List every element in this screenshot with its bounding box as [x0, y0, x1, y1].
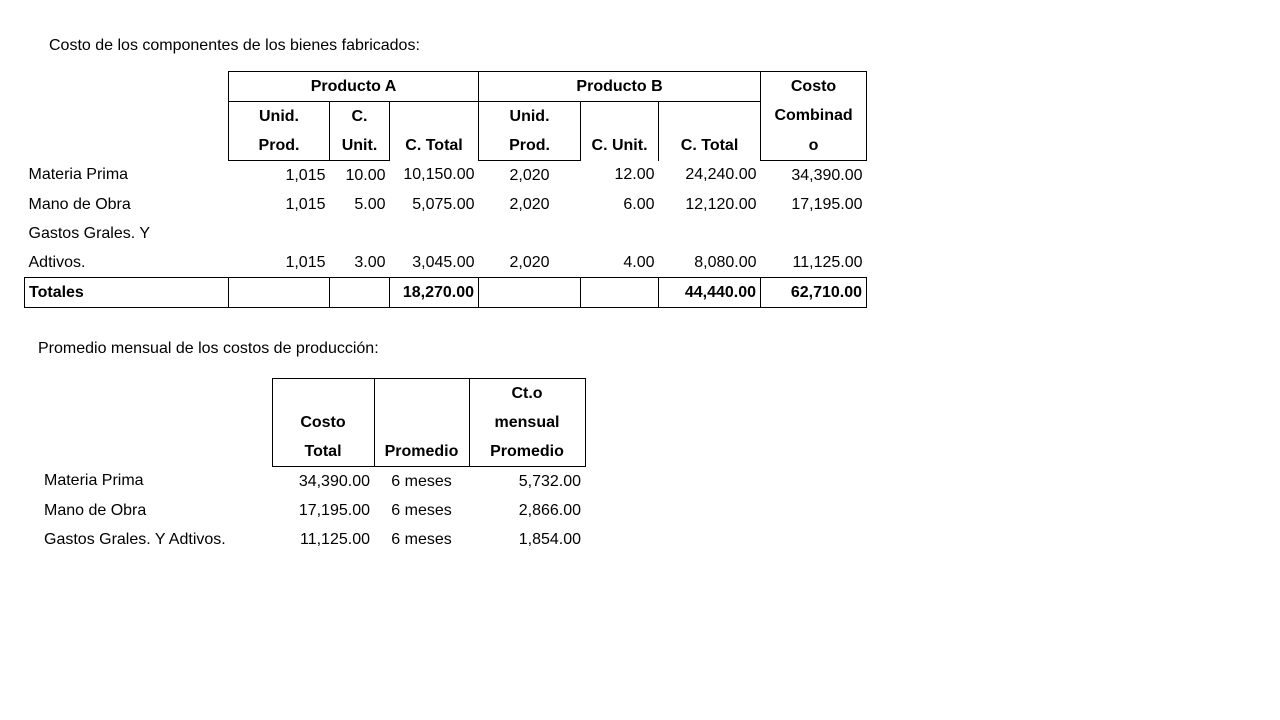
b-prod-header: Prod. [479, 131, 581, 161]
combined-cost-header-1: Costo [761, 72, 867, 102]
b-cunit-cell: 12.00 [614, 166, 655, 184]
row-label-line1: Gastos Grales. Y [28, 224, 151, 242]
blank-cell [25, 72, 229, 102]
mensual-cell: 5,732.00 [518, 472, 581, 490]
promedio-header: Promedio [374, 437, 469, 467]
b-unid-header: Unid. [479, 102, 581, 132]
total-cell: 17,195.00 [298, 501, 370, 519]
row-label: Materia Prima [44, 472, 144, 490]
promedio-cell: 6 meses [391, 501, 452, 519]
combined-cell: 17,195.00 [791, 195, 863, 213]
a-unid-cell: 1,015 [285, 253, 326, 271]
costo-header: Costo [272, 408, 374, 437]
a-ctotal-cell: 3,045.00 [412, 253, 475, 271]
header-row-2 [25, 102, 867, 132]
cto-header: Ct.o [469, 379, 585, 409]
b-unid-cell: 2,020 [509, 195, 550, 213]
a-unit-header: Unit. [330, 131, 390, 161]
monthly-average-table [38, 378, 586, 554]
product-b-header: Producto B [479, 72, 761, 102]
a-cunit-cell: 5.00 [354, 195, 386, 213]
a-unid-header: Unid. [229, 102, 330, 132]
product-a-header: Producto A [229, 72, 479, 102]
totals-a-ctotal: 18,270.00 [390, 278, 479, 308]
b-cunit-cell: 6.00 [623, 195, 655, 213]
totals-combined: 62,710.00 [761, 278, 867, 308]
b-ctotal-cell: 12,120.00 [685, 195, 757, 213]
totals-b-ctotal: 44,440.00 [659, 278, 761, 308]
header-row-1 [38, 379, 585, 409]
a-cunit-cell: 3.00 [354, 253, 386, 271]
header-row-3 [38, 437, 585, 467]
combined-cell: 34,390.00 [791, 166, 863, 184]
row-label: Gastos Grales. Y Adtivos. [44, 530, 226, 548]
a-ctotal-cell: 10,150.00 [403, 166, 475, 184]
row-label: Materia Prima [28, 166, 129, 184]
header-row-2 [38, 408, 585, 437]
total-cell: 34,390.00 [298, 472, 370, 490]
b-cunit-header: C. Unit. [581, 102, 659, 161]
section2-title: Promedio mensual de los costos de producción: [38, 340, 379, 357]
b-ctotal-header: C. Total [659, 102, 761, 161]
a-ctotal-header: C. Total [390, 102, 479, 161]
section1-title: Costo de los componentes de los bienes fabricados: [49, 37, 420, 54]
a-prod-header: Prod. [229, 131, 330, 161]
table-row [25, 190, 867, 219]
b-unid-cell: 2,020 [509, 253, 550, 271]
b-cunit-cell: 4.00 [623, 253, 655, 271]
b-ctotal-cell: 24,240.00 [685, 166, 757, 184]
a-unid-cell: 1,015 [285, 166, 326, 184]
table-row [25, 248, 867, 278]
promedio-cell: 6 meses [391, 472, 452, 490]
row-label: Mano de Obra [28, 195, 131, 213]
b-unid-cell: 2,020 [509, 166, 550, 184]
row-label-line2: Adtivos. [28, 253, 86, 271]
mensual-header: mensual [469, 408, 585, 437]
combined-cost-header-2: Combinad [761, 102, 867, 132]
combined-cell: 11,125.00 [792, 253, 863, 271]
table-row-label-wrap [25, 219, 867, 248]
total-header: Total [272, 437, 374, 467]
table-row [38, 467, 585, 497]
row-label: Mano de Obra [44, 501, 147, 519]
totals-row [25, 278, 867, 308]
table-row [25, 161, 867, 191]
table-row [38, 525, 585, 554]
a-ctotal-cell: 5,075.00 [412, 195, 475, 213]
a-unid-cell: 1,015 [285, 195, 326, 213]
header-row-1 [25, 72, 867, 102]
combined-cost-header-3: o [761, 131, 867, 161]
a-c-header: C. [330, 102, 390, 132]
promedio-cell: 6 meses [391, 530, 452, 548]
totals-label: Totales [25, 278, 229, 308]
table-row [38, 496, 585, 525]
component-cost-table [24, 71, 867, 308]
mensual-cell: 2,866.00 [518, 501, 581, 519]
b-ctotal-cell: 8,080.00 [694, 253, 757, 271]
a-cunit-cell: 10.00 [345, 166, 386, 184]
mensual-cell: 1,854.00 [518, 530, 581, 548]
total-cell: 11,125.00 [300, 530, 370, 548]
promedio2-header: Promedio [469, 437, 585, 467]
